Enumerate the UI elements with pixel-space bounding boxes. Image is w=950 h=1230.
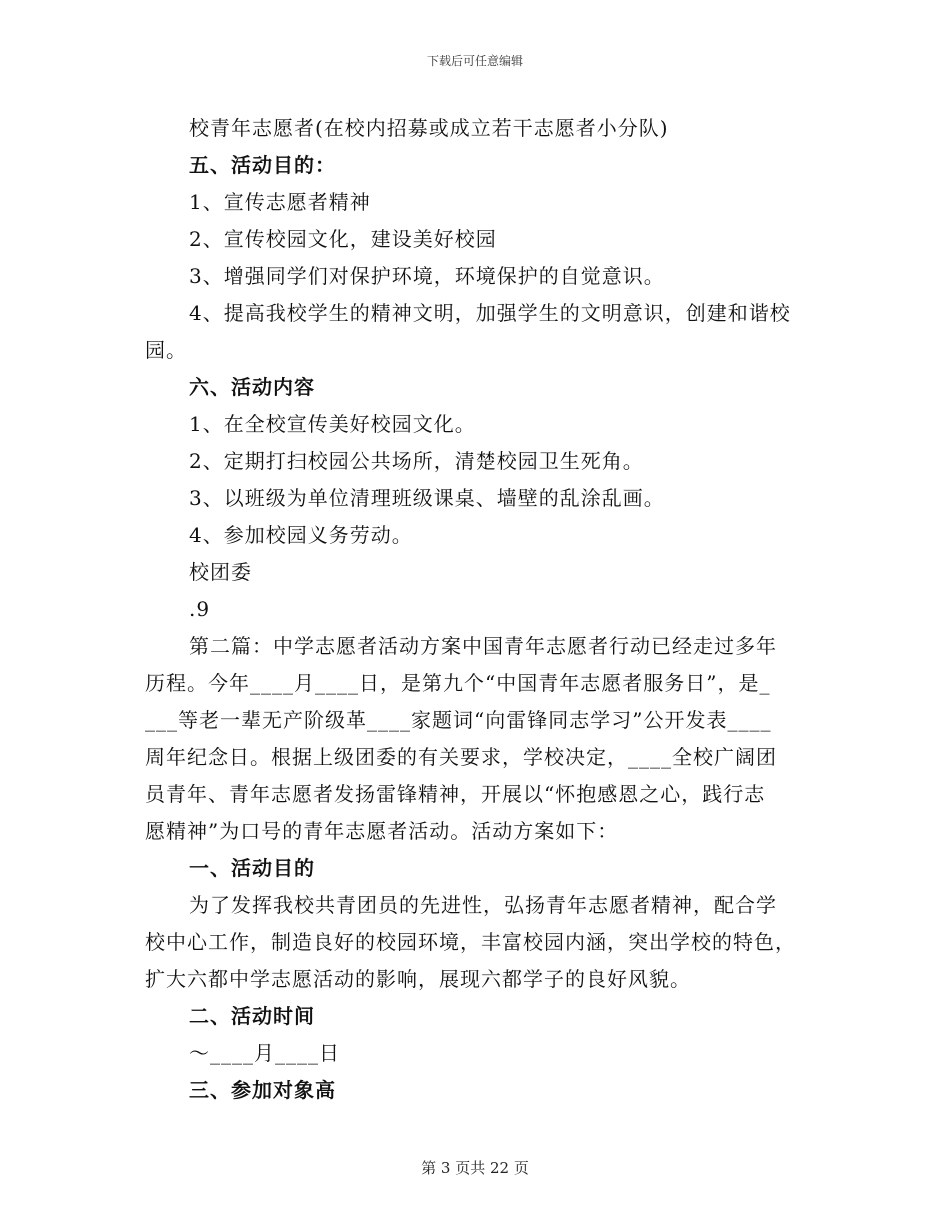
- section-heading: 二、活动时间: [189, 1004, 315, 1028]
- text-line: 第二篇：中学志愿者活动方案中国青年志愿者行动已经走过多年: [189, 634, 777, 658]
- text-line: 校中心工作，制造良好的校园环境，丰富校园内涵，突出学校的特色，: [145, 930, 796, 954]
- list-item: 2、定期打扫校园公共场所，清楚校园卫生死角。: [189, 449, 644, 473]
- text-line: 为了发挥我校共青团员的先进性，弘扬青年志愿者精神，配合学: [189, 893, 777, 917]
- list-item: 1、在全校宣传美好校园文化。: [189, 412, 476, 436]
- text-line: 校青年志愿者(在校内招募或成立若干志愿者小分队): [189, 116, 669, 140]
- list-item: 2、宣传校园文化，建设美好校园: [189, 227, 497, 251]
- text-line: ___等老一辈无产阶级革____家题词“向雷锋同志学习”公开发表____: [145, 708, 772, 732]
- list-item: 4、提高我校学生的精神文明，加强学生的文明意识，创建和谐校: [189, 301, 791, 325]
- text-line: 愿精神”为口号的青年志愿者活动。活动方案如下：: [145, 819, 619, 843]
- section-heading: 六、活动内容: [189, 375, 315, 399]
- list-item: 1、宣传志愿者精神: [189, 190, 371, 214]
- section-heading: 一、活动目的: [189, 856, 315, 880]
- section-heading: 五、活动目的：: [189, 153, 336, 177]
- list-item: 3、增强同学们对保护环境，环境保护的自觉意识。: [189, 264, 665, 288]
- section-heading: 三、参加对象高: [189, 1078, 336, 1102]
- signature-org: 校团委: [189, 560, 252, 584]
- list-item: 3、以班级为单位清理班级课桌、墙壁的乱涂乱画。: [189, 486, 665, 510]
- signature-date: .9: [189, 597, 211, 621]
- text-line: 员青年、青年志愿者发扬雷锋精神，开展以“怀抱感恩之心，践行志: [145, 782, 766, 806]
- text-line: 周年纪念日。根据上级团委的有关要求，学校决定，____全校广阔团: [145, 745, 777, 769]
- text-line: ～____月____日: [189, 1041, 340, 1065]
- document-body: [145, 110, 813, 1109]
- page-footer: 第 3 页共 22 页: [421, 1159, 529, 1177]
- text-line: 扩大六都中学志愿活动的影响，展现六都学子的良好风貌。: [145, 967, 691, 991]
- list-item: 4、参加校园义务劳动。: [189, 523, 413, 547]
- text-line: 历程。今年____月____日，是第九个“中国青年志愿者服务日”，是_: [145, 671, 771, 695]
- page-header: 下载后可任意编辑: [426, 54, 523, 68]
- text-line: 园。: [145, 338, 187, 362]
